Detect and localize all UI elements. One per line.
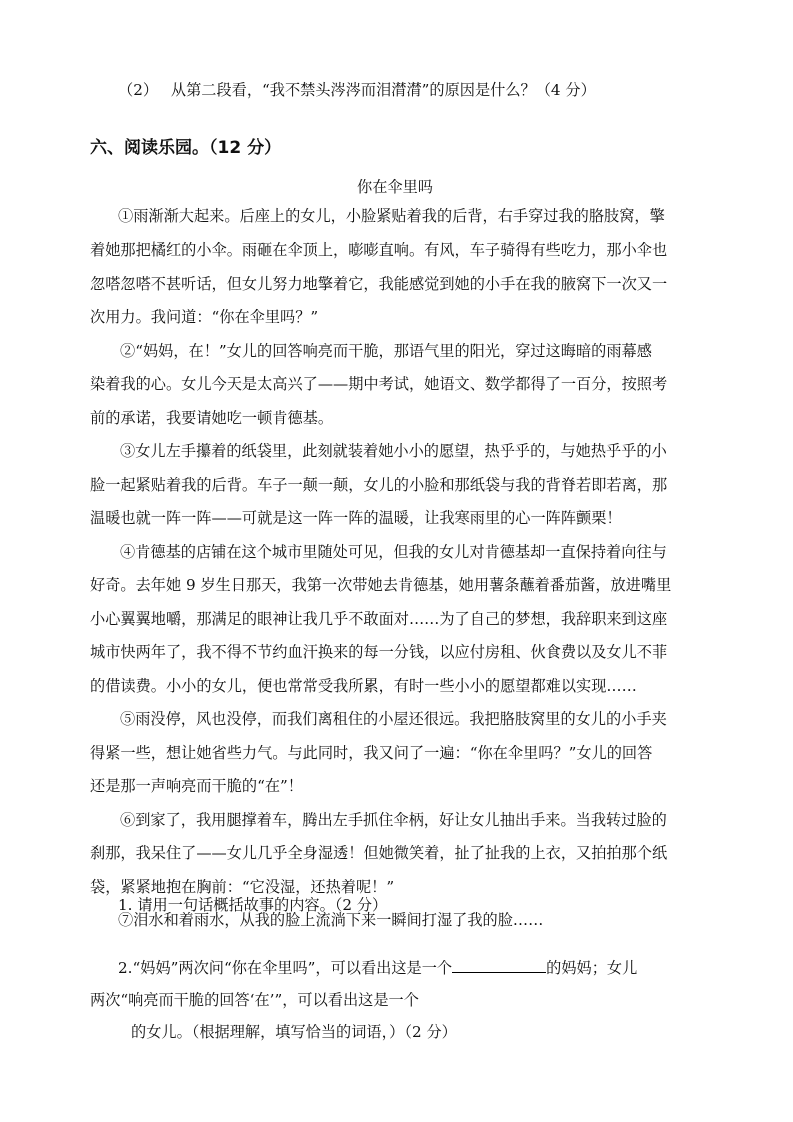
passage-line: 着她那把橘红的小伞。雨砸在伞顶上，嘭嘭直响。有风，车子骑得有些吃力，那小伞也 — [90, 241, 668, 259]
question-2-line-2: 两次“响亮而干脆的回答‘在’”，可以看出这是一个 — [90, 991, 419, 1009]
answer-blank-mother[interactable] — [452, 958, 546, 973]
passage-line: 忽嗒忽嗒不甚听话，但女儿努力地擎着它，我能感觉到她的小手在我的腋窝下一次又一 — [90, 275, 668, 293]
passage-line: ⑦泪水和着雨水，从我的脸上流淌下来一瞬间打湿了我的脸…… — [118, 911, 544, 929]
previous-question-number: （2） — [118, 81, 159, 99]
passage-line: ⑤雨没停，风也没停，而我们离租住的小屋还很远。我把胳肢窝里的女儿的小手夹 — [120, 710, 667, 728]
passage-line: ②“妈妈，在！”女儿的回答响亮而干脆，那语气里的阳光，穿过这晦暗的雨幕感 — [120, 342, 652, 360]
question-2-line-1 — [118, 958, 637, 978]
passage-line: 前的承诺，我要请她吃一顿肯德基。 — [90, 409, 333, 427]
previous-question — [118, 80, 596, 100]
passage-line: 温暖也就一阵一阵——可就是这一阵一阵的温暖，让我寒雨里的心一阵阵颤栗！ — [90, 509, 622, 527]
passage-line: ⑥到家了，我用腿撑着车，腾出左手抓住伞柄，好让女儿抽出手来。当我转过脸的 — [120, 811, 667, 829]
question-2-line-3: 的女儿。（根据理解，填写恰当的词语，）（2 分） — [131, 1023, 457, 1041]
question-1: 1. 请用一句话概括故事的内容。（2 分） — [118, 896, 388, 914]
passage-line: 的借读费。小小的女儿，便也常常受我所累，有时一些小小的愿望都难以实现…… — [90, 677, 637, 695]
section-heading: 六、阅读乐园。（12 分） — [90, 138, 282, 158]
passage-line: 得紧一些，想让她省些力气。与此同时，我又问了一遍：“你在伞里吗？”女儿的回答 — [90, 744, 653, 762]
passage-line: ④肯德基的店铺在这个城市里随处可见，但我的女儿对肯德基却一直保持着向往与 — [120, 543, 667, 561]
passage-line: 脸一起紧贴着我的后背。车子一颠一颠，女儿的小脸和那纸袋与我的背脊若即若离，那 — [90, 476, 668, 494]
passage-line: 次用力。我问道：“你在伞里吗？” — [90, 308, 319, 326]
passage-line: 小心翼翼地嚼，那满足的眼神让我几乎不敢面对……为了自己的梦想，我辞职来到这座 — [90, 610, 668, 628]
passage-line: 袋，紧紧地抱在胸前：“它没湿，还热着呢！” — [90, 878, 395, 896]
passage-line: 还是那一声响亮而干脆的“在”！ — [90, 777, 303, 795]
passage-line: 好奇。去年她 9 岁生日那天，我第一次带她去肯德基，她用薯条蘸着番茄酱，放进嘴里 — [90, 576, 672, 594]
passage-line: 刹那，我呆住了——女儿几乎全身湿透！但她微笑着，扯了扯我的上衣，又拍拍那个纸 — [90, 844, 668, 862]
passage-line: ①雨渐渐大起来。后座上的女儿，小脸紧贴着我的后背，右手穿过我的胳肢窝，擎 — [118, 207, 665, 225]
passage-line: 城市快两年了，我不得不节约血汗换来的每一分钱，以应付房租、伙食费以及女儿不菲 — [90, 643, 668, 661]
passage-line: 染着我的心。女儿今天是太高兴了——期中考试，她语文、数学都得了一百分，按照考 — [90, 375, 668, 393]
question-2-text-b: 的妈妈；女儿 — [546, 959, 638, 977]
previous-question-text: 从第二段看，“我不禁头涔涔而泪潸潸”的原因是什么？（4 分） — [170, 81, 596, 99]
passage-title: 你在伞里吗 — [357, 178, 433, 196]
question-2-text-a: 2.“妈妈”两次问“你在伞里吗”，可以看出这是一个 — [118, 959, 453, 977]
passage-line: ③女儿左手攥着的纸袋里，此刻就装着她小小的愿望，热乎乎的，与她热乎乎的小 — [120, 442, 667, 460]
